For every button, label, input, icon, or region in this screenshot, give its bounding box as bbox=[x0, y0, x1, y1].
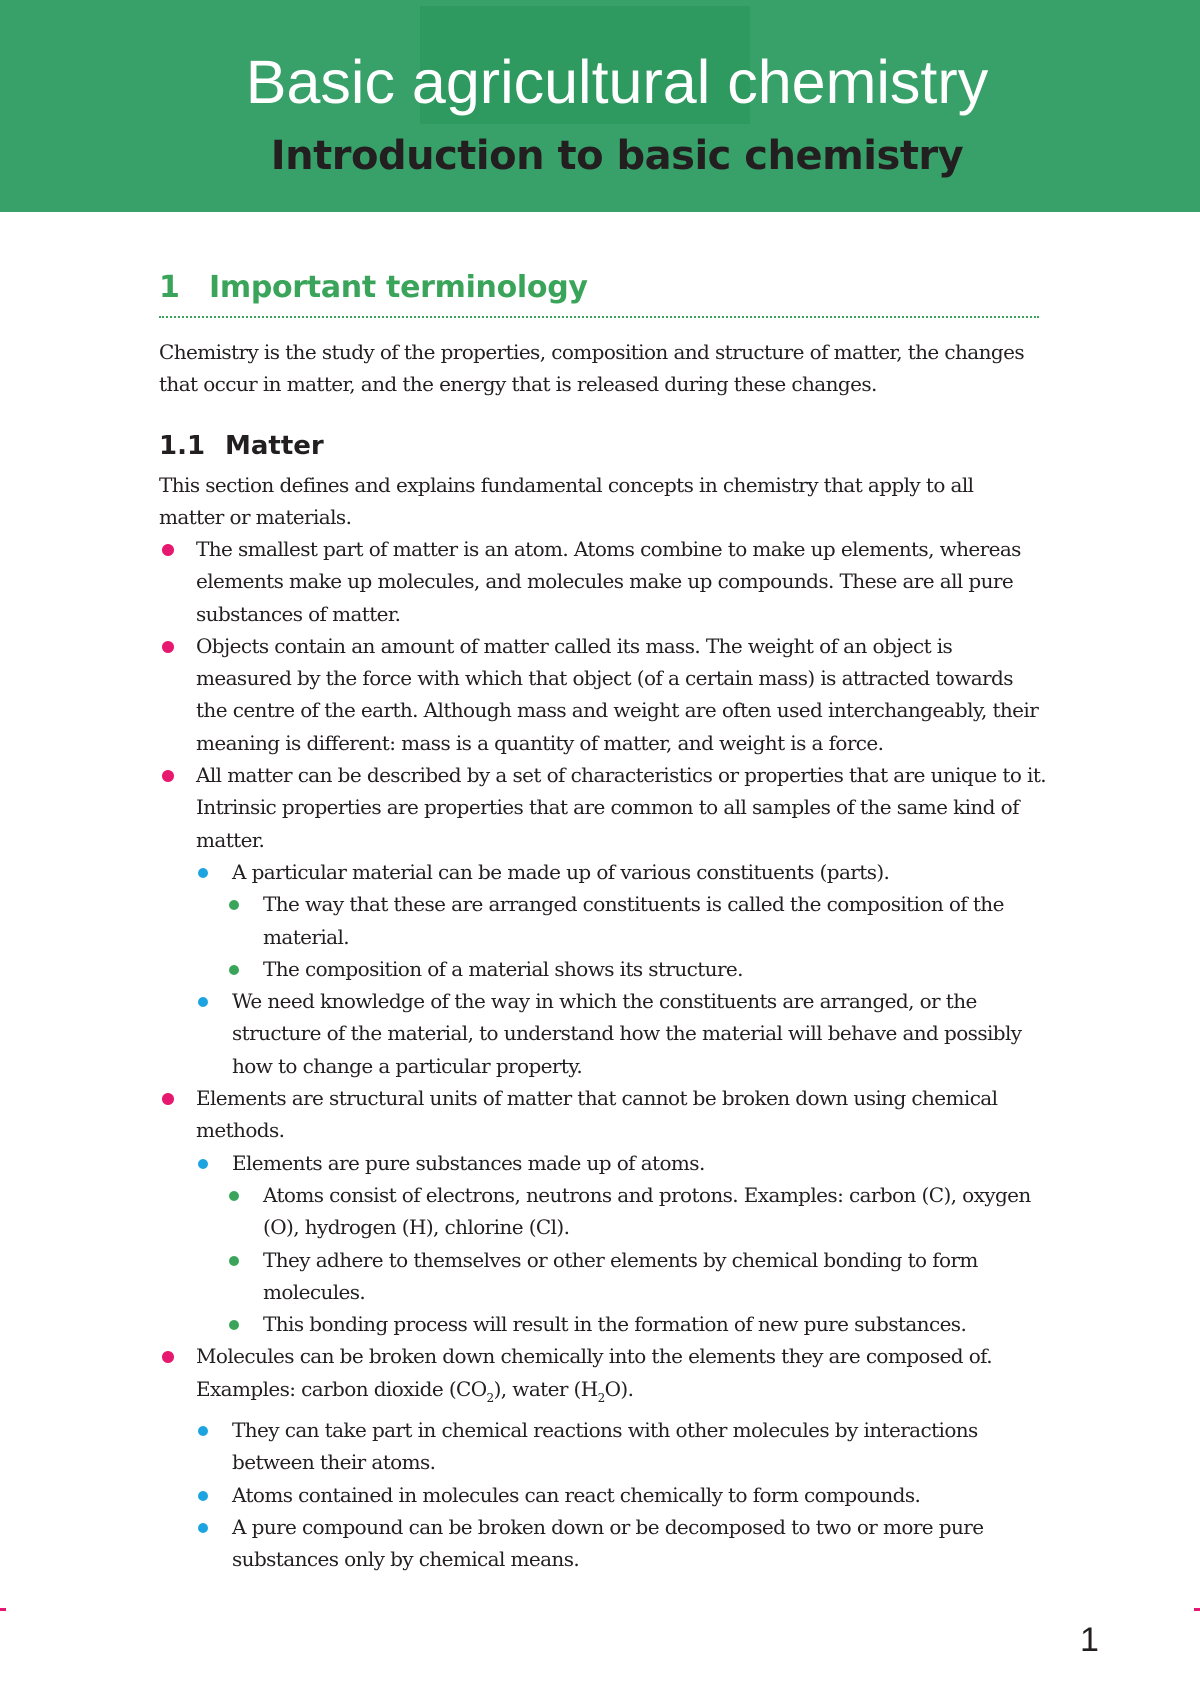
list-item: Elements are structural units of matter that cannot be broken down using chemical methods. bbox=[159, 1082, 1049, 1147]
bullet-dot bbox=[198, 1523, 208, 1533]
section-title: Important terminology bbox=[209, 270, 588, 305]
list-item: They can take part in chemical reactions with other molecules by interactions between their atoms. bbox=[159, 1414, 1049, 1479]
document-subtitle: Introduction to basic chemistry bbox=[270, 133, 964, 179]
bullet-dot bbox=[198, 1426, 208, 1436]
bullet-dot bbox=[229, 1191, 239, 1201]
bullet-dot bbox=[162, 641, 174, 653]
bullet-dot bbox=[229, 965, 239, 975]
bullet-dot bbox=[198, 868, 208, 878]
section-number: 1 bbox=[159, 270, 180, 305]
section-heading bbox=[159, 266, 588, 310]
list-item: Atoms contained in molecules can react chemically to form compounds. bbox=[159, 1479, 1049, 1511]
list-item: A pure compound can be broken down or be decomposed to two or more pure substances only by chemical means. bbox=[159, 1511, 1049, 1576]
header-banner bbox=[0, 0, 1200, 212]
list-item: They adhere to themselves or other elements by chemical bonding to form molecules. bbox=[159, 1244, 1049, 1309]
bullet-dot bbox=[162, 1093, 174, 1105]
crop-mark-right bbox=[1194, 1608, 1200, 1611]
bullet-list bbox=[159, 533, 1049, 1576]
page-number: 1 bbox=[1080, 1621, 1099, 1659]
section-divider bbox=[159, 316, 1039, 318]
list-item: Molecules can be broken down chemically into the elements they are composed of. Examples: carbon dioxide $(CO_2)$, water $(H_2O)$. bbox=[159, 1340, 1049, 1414]
list-item: Elements are pure substances made up of atoms. bbox=[159, 1147, 1049, 1179]
bullet-dot bbox=[229, 900, 239, 910]
bullet-dot bbox=[162, 770, 174, 782]
subsection-heading bbox=[159, 428, 324, 464]
subsection-number: 1.1 bbox=[159, 431, 206, 461]
bullet-dot bbox=[198, 1159, 208, 1169]
bullet-dot bbox=[162, 1351, 174, 1363]
list-item: All matter can be described by a set of characteristics or properties that are unique to it. Intrinsic properties are properties that are common to all samples of the same kind of matter. bbox=[159, 759, 1049, 856]
section-intro: Chemistry is the study of the properties, composition and structure of matter, the changes that occur in matter, and the energy that is released during these changes. bbox=[159, 340, 1025, 397]
bullet-dot bbox=[229, 1320, 239, 1330]
bullet-dot bbox=[198, 997, 208, 1007]
list-item: We need knowledge of the way in which the constituents are arranged, or the structure of the material, to understand how the material will behave and possibly how to change a particular property. bbox=[159, 985, 1049, 1082]
list-item: Objects contain an amount of matter called its mass. The weight of an object is measured by the force with which that object (of a certain mass) is attracted towards the centre of the earth. Although mass and weight are often used interchangeably, their meaning is different: mass is a quantity of matter, and weight is a force. bbox=[159, 630, 1049, 759]
bullet-dot bbox=[229, 1256, 239, 1266]
list-item: The composition of a material shows its structure. bbox=[159, 953, 1049, 985]
list-item: The way that these are arranged constituents is called the composition of the material. bbox=[159, 888, 1049, 953]
subsection-intro: This section defines and explains fundamental concepts in chemistry that apply to all matter or materials. bbox=[159, 473, 974, 530]
bullet-dot bbox=[198, 1491, 208, 1501]
list-item: A particular material can be made up of various constituents (parts). bbox=[159, 856, 1049, 888]
list-item: This bonding process will result in the formation of new pure substances. bbox=[159, 1308, 1049, 1340]
bullet-dot bbox=[162, 544, 174, 556]
crop-mark-left bbox=[0, 1608, 6, 1611]
list-item: The smallest part of matter is an atom. Atoms combine to make up elements, whereas elements make up molecules, and molecules make up compounds. These are all pure substances of matter. bbox=[159, 533, 1049, 630]
document-title: Basic agricultural chemistry bbox=[245, 48, 989, 116]
subsection-title: Matter bbox=[225, 431, 324, 461]
list-item: Atoms consist of electrons, neutrons and protons. Examples: carbon (C), oxygen (O), hydrogen (H), chlorine (Cl). bbox=[159, 1179, 1049, 1244]
molecule-examples: Examples: carbon dioxide $(CO_2)$, water $(H_2O)$. bbox=[196, 1376, 634, 1405]
